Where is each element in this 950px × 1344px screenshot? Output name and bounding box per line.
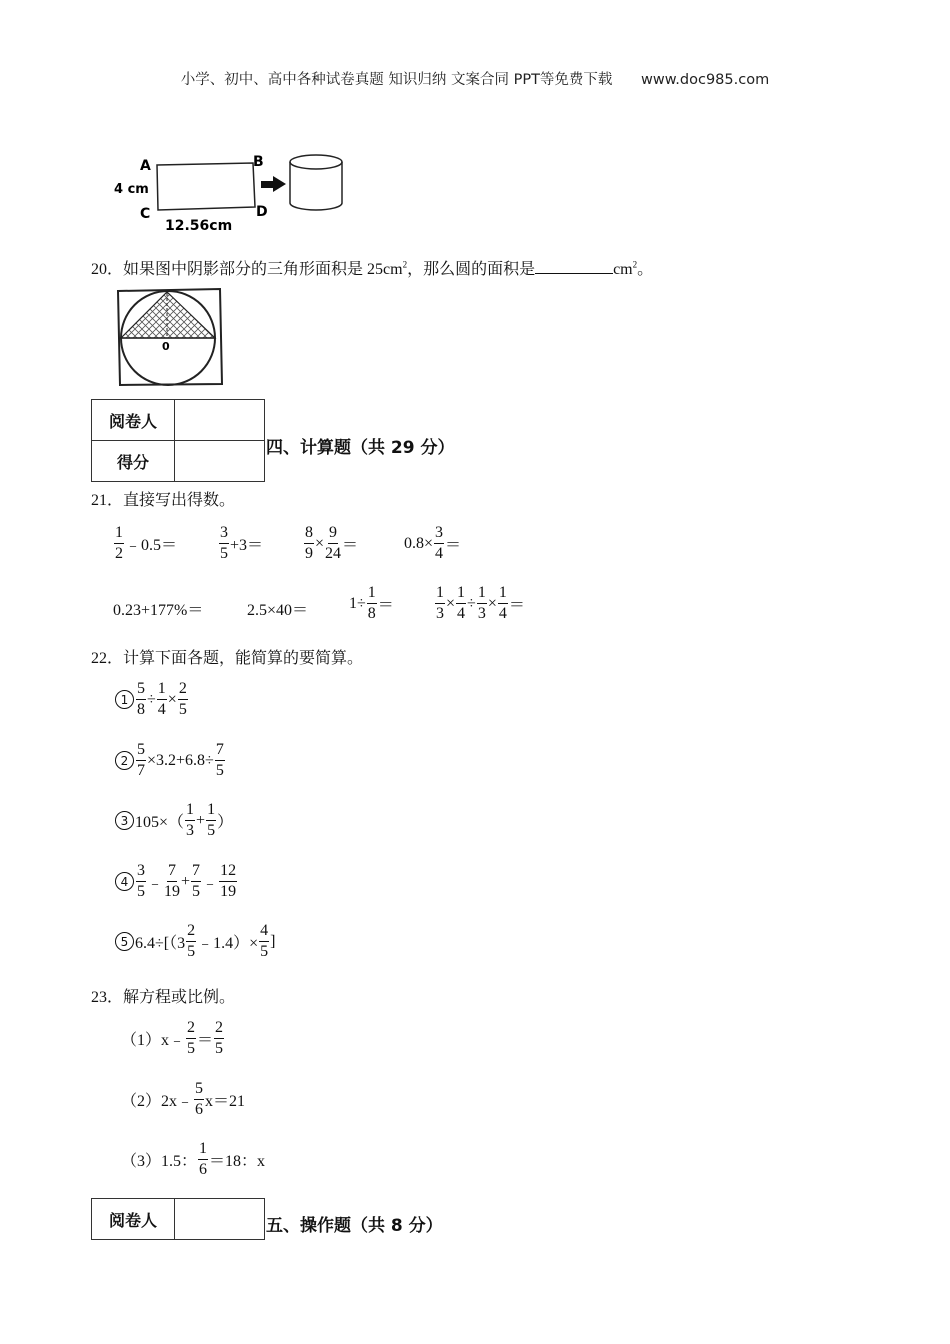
q21-title: 21．直接写出得数。 xyxy=(91,492,236,509)
expression-text: ＝ xyxy=(445,537,462,554)
circled-number: 2 xyxy=(115,751,134,770)
q20-exponent-1: 2 xyxy=(402,259,408,270)
expression-text: ＝ xyxy=(342,537,359,554)
q21-item-2 xyxy=(218,525,263,562)
q22-problem-2: 2 $\frac{5}{7}$ ×3.2+6.8÷ $\frac{7}{5}$ xyxy=(115,742,226,779)
expression-text: +3＝ xyxy=(230,537,264,554)
expression-text: ＝ xyxy=(377,597,394,614)
question-20 xyxy=(91,256,653,279)
q23-equation-1: （1）x﹣ $\frac{2}{5}$ ＝ $\frac{2}{5}$ xyxy=(121,1019,224,1057)
q23-equation-2: （2）2x﹣ $\frac{5}{6}$ x＝21 xyxy=(121,1080,246,1118)
q22-problem-4: 4 $\frac{3}{5}$ ﹣ $\frac{7}{19}$ + $\frac{7}{5}$ ﹣ $\frac{12}{19}$ xyxy=(115,863,238,900)
page-header xyxy=(0,68,950,89)
side-length-label: 4 cm xyxy=(114,182,149,197)
q22-problem-5: 5 6.4÷[（3 $\frac{2}{5}$ ﹣1.4）× $\frac{4}{5}$ ] xyxy=(115,923,275,960)
q20-text: 20．如果图中阴影部分的三角形面积是 25cm xyxy=(91,261,403,278)
label-d: D xyxy=(256,204,268,220)
q21-item-3 xyxy=(303,525,358,562)
section-4-title: 四、计算题（共 29 分） xyxy=(266,438,455,458)
score-table-2 xyxy=(91,1198,265,1240)
expression-text: 2.5×40＝ xyxy=(247,602,309,619)
label-c: C xyxy=(140,206,151,222)
expression-text: 0.23+177%＝ xyxy=(113,602,204,619)
cylinder-shape xyxy=(290,155,342,210)
q21-item-8: $\frac{1}{3}$ × $\frac{1}{4}$ ÷ $\frac{1}{3}$ × $\frac{1}{4}$ ＝ xyxy=(436,584,525,622)
label-b: B xyxy=(253,154,264,170)
expression-text: ﹣0.5＝ xyxy=(125,537,178,554)
reviewer-field[interactable] xyxy=(175,400,265,441)
circled-number: 3 xyxy=(115,811,134,830)
fraction: $\frac{3}{5}$ xyxy=(220,524,228,562)
q20-end: 。 xyxy=(637,261,654,278)
fraction: $\frac{9}{24}$ xyxy=(325,524,342,562)
q22-title: 22．计算下面各题，能简算的要简算。 xyxy=(91,650,364,667)
section-5-title: 五、操作题（共 8 分） xyxy=(266,1216,443,1236)
score-label: 得分 xyxy=(92,441,175,482)
fraction: $\frac{8}{9}$ xyxy=(305,524,313,562)
q21-item-5 xyxy=(113,597,203,620)
q20-text-mid: ，那么圆的面积是 xyxy=(407,261,536,278)
circle-triangle-figure xyxy=(114,287,226,389)
circled-number: 4 xyxy=(115,872,134,891)
q21-item-6 xyxy=(247,597,308,620)
fraction: $\frac{1}{8}$ xyxy=(367,584,376,622)
shaded-triangle xyxy=(121,292,215,338)
q22-problem-3: 3 105×（ $\frac{1}{3}$ + $\frac{1}{5}$ ） xyxy=(115,802,233,839)
circled-number: 5 xyxy=(115,932,134,951)
q23-title: 23．解方程或比例。 xyxy=(91,989,236,1006)
reviewer-label: 阅卷人 xyxy=(92,400,175,441)
q20-exponent-2: 2 xyxy=(632,259,638,270)
header-url: www.doc985.com xyxy=(641,72,770,88)
q22-problem-1: 1 $\frac{5}{8}$ ÷ $\frac{1}{4}$ × $\frac{2}{5}$ xyxy=(115,681,189,718)
circled-number: 1 xyxy=(115,690,134,709)
score-table xyxy=(91,399,265,482)
rectangle-to-cylinder-figure xyxy=(110,148,360,238)
header-text: 小学、初中、高中各种试卷真题 知识归纳 文案合同 PPT等免费下载 xyxy=(180,72,613,88)
bottom-length-label: 12.56cm xyxy=(165,218,233,234)
arrow-right-icon xyxy=(261,176,286,192)
q23-equation-3: （3）1.5： $\frac{1}{6}$ ＝18：x xyxy=(121,1140,266,1178)
reviewer-label: 阅卷人 xyxy=(92,1199,175,1240)
fraction: $\frac{1}{2}$ xyxy=(115,524,123,562)
q20-unit: cm xyxy=(613,261,633,278)
operator: × xyxy=(315,534,325,552)
fraction: $\frac{3}{4}$ xyxy=(435,524,444,562)
expression-text: 1÷ xyxy=(349,594,366,612)
q21-item-4 xyxy=(404,525,461,562)
label-a: A xyxy=(140,158,151,174)
reviewer-field[interactable] xyxy=(175,1199,265,1240)
score-field[interactable] xyxy=(175,441,265,482)
expression-text: 0.8× xyxy=(404,534,434,552)
rectangle-shape xyxy=(157,163,255,210)
center-label: 0 xyxy=(162,340,170,353)
answer-blank[interactable] xyxy=(535,259,613,274)
q21-item-7 xyxy=(349,585,394,622)
q21-item-1 xyxy=(113,525,177,562)
